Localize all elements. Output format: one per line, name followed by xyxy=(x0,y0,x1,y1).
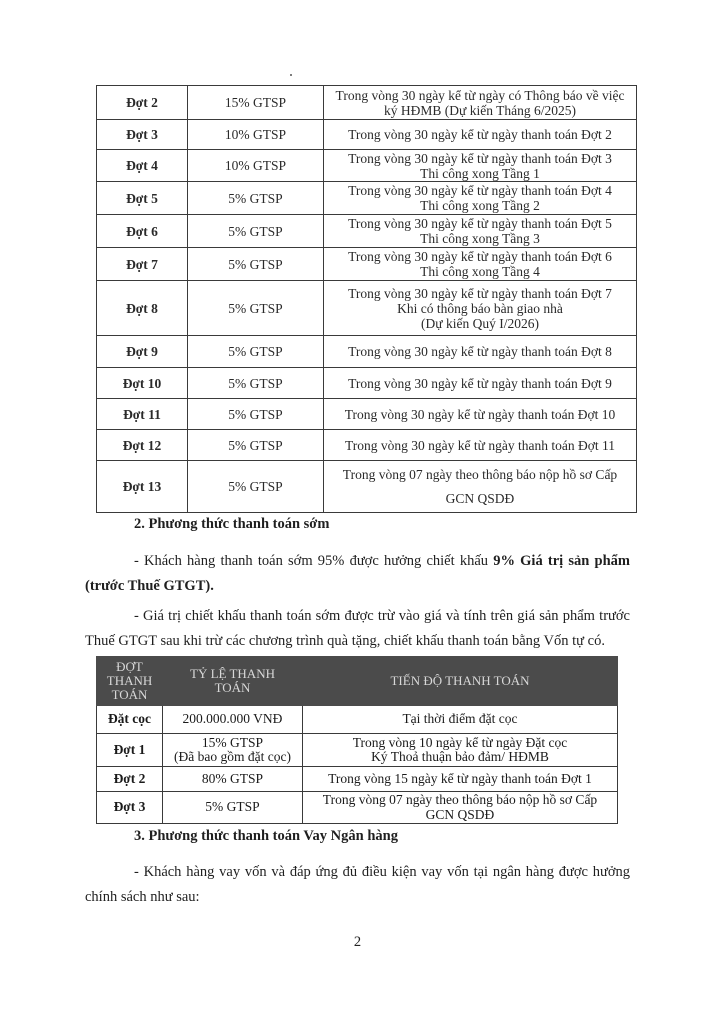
schedule-line: Trong vòng 30 ngày kể từ ngày có Thông báo về việc xyxy=(335,87,625,103)
installment-cell: Đợt 4 xyxy=(97,150,188,182)
schedule-line: Trong vòng 10 ngày kể từ ngày Đặt cọc xyxy=(352,734,568,750)
installment-cell: Đợt 7 xyxy=(97,248,188,281)
table-row xyxy=(97,368,637,399)
schedule-line: GCN QSDĐ xyxy=(445,490,515,506)
installment-cell: Đợt 8 xyxy=(97,281,188,336)
page-number: 2 xyxy=(353,934,362,950)
schedule-line: Trong vòng 07 ngày theo thông báo nộp hồ sơ Cấp xyxy=(322,792,598,807)
rate-line: 80% GTSP xyxy=(201,770,264,786)
installment-cell: Đợt 3 xyxy=(97,120,188,150)
table-row xyxy=(97,430,637,461)
rate-cell: 10% GTSP xyxy=(188,120,324,150)
installment-cell: Đợt 5 xyxy=(97,182,188,215)
schedule-line: Thi công xong Tầng 2 xyxy=(420,198,540,213)
schedule-cell xyxy=(324,368,637,399)
schedule-line: Trong vòng 30 ngày kể từ ngày thanh toán Đợt 9 xyxy=(348,375,612,391)
installment-cell: Đợt 6 xyxy=(97,215,188,248)
table-row xyxy=(97,767,618,792)
rate-cell xyxy=(163,767,303,792)
installment-cell: Đợt 10 xyxy=(97,368,188,399)
rate-cell: 5% GTSP xyxy=(188,281,324,336)
rate-line: (Đã bao gồm đặt cọc) xyxy=(174,749,291,764)
installment-cell: Đợt 1 xyxy=(97,734,163,767)
schedule-line: Trong vòng 15 ngày kể từ ngày thanh toán Đợt 1 xyxy=(328,770,592,786)
rate-cell: 5% GTSP xyxy=(188,336,324,368)
header-progress-line: TIẾN ĐỘ THANH TOÁN xyxy=(390,673,530,688)
table-row xyxy=(97,215,637,248)
header-rate-line: TỶ LỆ THANH xyxy=(190,666,275,681)
rate-cell: 5% GTSP xyxy=(188,399,324,430)
rate-cell: 15% GTSP xyxy=(188,86,324,120)
section-3-heading: 3. Phương thức thanh toán Vay Ngân hàng xyxy=(134,828,398,844)
installment-cell: Đợt 13 xyxy=(97,461,188,513)
table-row xyxy=(97,281,637,336)
section-2-paragraph-2: - Giá trị chiết khấu thanh toán sớm được trừ vào giá và tính trên giá sản phẩm trước Thuế GTGT sau khi trừ các chương trình quà tặng, chiết khấu thanh toán bằng Vốn tự có. xyxy=(85,608,630,649)
header-rate xyxy=(163,657,303,706)
schedule-cell xyxy=(324,281,637,336)
schedule-cell xyxy=(324,399,637,430)
header-progress xyxy=(303,657,618,706)
section-3-paragraph-1: - Khách hàng vay vốn và đáp ứng đủ điều kiện vay vốn tại ngân hàng được hưởng chính sách như sau: xyxy=(85,864,630,905)
schedule-cell xyxy=(324,120,637,150)
rate-cell: 5% GTSP xyxy=(188,182,324,215)
header-installment-line: ĐỢT xyxy=(116,659,143,674)
rate-line: 5% GTSP xyxy=(205,799,260,815)
header-installment xyxy=(97,657,163,706)
schedule-line: ký HĐMB (Dự kiến Tháng 6/2025) xyxy=(384,102,576,118)
schedule-cell xyxy=(324,248,637,281)
rate-line: 15% GTSP xyxy=(201,734,264,750)
schedule-line: Thi công xong Tầng 1 xyxy=(420,165,540,181)
installment-cell: Đợt 3 xyxy=(97,792,163,824)
schedule-line: Trong vòng 30 ngày kể từ ngày thanh toán Đợt 2 xyxy=(348,127,612,142)
schedule-cell xyxy=(324,215,637,248)
table-row xyxy=(97,86,637,120)
table-row xyxy=(97,461,637,513)
rate-cell: 5% GTSP xyxy=(188,248,324,281)
schedule-line: Trong vòng 30 ngày kể từ ngày thanh toán Đợt 10 xyxy=(344,406,616,422)
header-installment-line: THANH xyxy=(106,673,153,688)
table-row xyxy=(97,248,637,281)
rate-cell: 5% GTSP xyxy=(188,461,324,513)
discount-highlight: 9% Giá trị sản phẩm (trước Thuế GTGT). xyxy=(85,553,630,594)
schedule-cell xyxy=(324,461,637,513)
schedule-line: Trong vòng 30 ngày kể từ ngày thanh toán Đợt 4 xyxy=(348,183,612,198)
table-header-row xyxy=(97,657,618,706)
schedule-cell xyxy=(303,792,618,824)
rate-line: 200.000.000 VNĐ xyxy=(182,711,283,727)
header-installment-line: TOÁN xyxy=(111,687,148,702)
table-row xyxy=(97,792,618,824)
schedule-cell xyxy=(324,336,637,368)
schedule-cell xyxy=(324,182,637,215)
schedule-line: GCN QSDĐ xyxy=(425,806,495,822)
schedule-line: Trong vòng 30 ngày kể từ ngày thanh toán Đợt 11 xyxy=(345,437,615,453)
header-rate-line: TOÁN xyxy=(214,680,251,695)
rate-cell xyxy=(163,734,303,767)
schedule-line: Trong vòng 30 ngày kể từ ngày thanh toán Đợt 8 xyxy=(348,344,612,359)
installment-cell: Đợt 11 xyxy=(97,399,188,430)
table-row xyxy=(97,150,637,182)
table-row xyxy=(97,336,637,368)
rate-cell: 5% GTSP xyxy=(188,430,324,461)
schedule-line: Trong vòng 30 ngày kể từ ngày thanh toán Đợt 6 xyxy=(348,249,612,264)
schedule-line: Tại thời điểm đặt cọc xyxy=(402,711,518,727)
schedule-line: Khi có thông báo bàn giao nhà xyxy=(397,300,563,316)
installment-cell: Đợt 2 xyxy=(97,767,163,792)
schedule-cell xyxy=(303,706,618,734)
section-2-heading: 2. Phương thức thanh toán sớm xyxy=(134,516,330,532)
installment-cell: Đợt 9 xyxy=(97,336,188,368)
table-row xyxy=(97,182,637,215)
schedule-cell xyxy=(324,86,637,120)
installment-schedule-table xyxy=(96,85,637,513)
installment-cell: Đặt cọc xyxy=(97,706,163,734)
installment-cell: Đợt 12 xyxy=(97,430,188,461)
scan-speck xyxy=(290,74,292,76)
schedule-cell xyxy=(303,734,618,767)
rate-cell: 5% GTSP xyxy=(188,215,324,248)
schedule-line: Trong vòng 30 ngày kể từ ngày thanh toán Đợt 7 xyxy=(348,285,612,301)
schedule-line: Trong vòng 30 ngày kể từ ngày thanh toán Đợt 3 xyxy=(348,150,612,166)
schedule-cell xyxy=(324,150,637,182)
early-payment-table xyxy=(96,656,618,824)
rate-cell: 5% GTSP xyxy=(188,368,324,399)
schedule-line: Trong vòng 30 ngày kể từ ngày thanh toán Đợt 5 xyxy=(348,216,612,231)
rate-cell: 10% GTSP xyxy=(188,150,324,182)
section-2-paragraph-1 xyxy=(85,549,630,599)
table-row xyxy=(97,399,637,430)
discount-text: - Khách hàng thanh toán sớm 95% được hưởng chiết khấu xyxy=(134,553,494,569)
installment-cell: Đợt 2 xyxy=(97,86,188,120)
table-row xyxy=(97,706,618,734)
rate-cell xyxy=(163,792,303,824)
schedule-cell xyxy=(324,430,637,461)
table-row xyxy=(97,120,637,150)
schedule-line: Ký Thoả thuận bảo đảm/ HĐMB xyxy=(371,749,549,764)
schedule-line: (Dự kiến Quý I/2026) xyxy=(421,315,539,331)
schedule-line: Thi công xong Tầng 4 xyxy=(420,264,540,279)
rate-cell xyxy=(163,706,303,734)
schedule-line: Thi công xong Tầng 3 xyxy=(420,231,540,246)
table-row xyxy=(97,734,618,767)
schedule-cell xyxy=(303,767,618,792)
schedule-line: Trong vòng 07 ngày theo thông báo nộp hồ sơ Cấp xyxy=(342,466,618,482)
